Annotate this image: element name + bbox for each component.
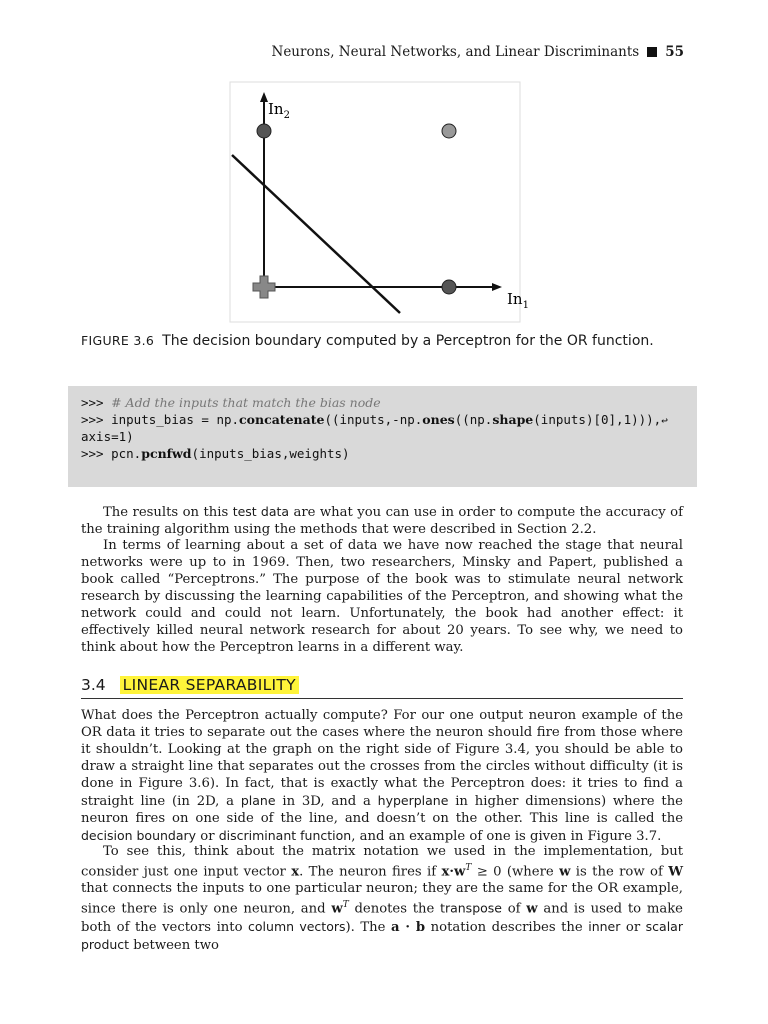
point-circle-1-1 [442,124,456,138]
x-axis-label: $In_1$ [507,290,529,311]
paragraph-matrix-notation: To see this, think about the matrix notation we used in the implementation, but consider just one input vector x. The neuron fires if $x\cdot w^T \ge 0$ (where w is the row of W that connects the inputs to one particular neuron; they are the same for the OR example, since there is only one neuron, and $w^T$ denotes the transpose of w and is used to make both of the vectors into column vectors). The a · b notation describes the inner or scalar product between two [81,844,684,953]
code-line-4: >>> pcn.pcnfwd(inputs_bias,weights) [81,446,350,461]
code-line-1: >>> # Add the inputs that match the bias node [81,395,381,410]
section-title: LINEAR SEPARABILITY [120,676,299,694]
code-block [68,386,697,487]
caption-text: The decision boundary computed by a Perceptron for the OR function. [162,333,654,349]
page-number: 55 [665,44,684,60]
running-header [272,44,685,60]
header-square-icon [647,47,657,57]
or-plot [230,82,529,322]
y-axis-label: $In_2$ [268,100,290,121]
paragraph-separability: What does the Perceptron actually compute? For our one output neuron example of the OR data it tries to separate out the cases where the neuron should fire from those where it shouldn’t. Looking at the graph on the right side of Figure 3.4, you should be able to draw a straight line that separates out the crosses from the circles without difficulty (it is done in Figure 3.6). In fact, that is exactly what the Perceptron does: it tries to find a straight line (in 2D, a plane in 3D, and a hyperplane in higher dimensions) where the neuron fires on one side of the line, and doesn’t on the other. This line is called the decision boundary or discriminant function, and an example of one is given in Figure 3.7. [81,708,683,844]
code-line-2: >>> inputs_bias = np.concatenate((inputs,-np.ones((np.shape(inputs)[0],1))),↩ [81,412,668,427]
running-title: Neurons, Neural Networks, and Linear Discriminants [271,44,640,60]
line-wrap-icon: ↩ [661,414,668,427]
decision-boundary-figure [230,82,529,322]
point-circle-1-0 [442,280,456,294]
point-circle-0-1 [257,124,271,138]
section-number: 3.4 [81,676,106,694]
paragraph-test-data: The results on this test data are what you can use in order to compute the accuracy of the training algorithm using the methods that were described in Section 2.2. [81,504,683,537]
figure-label: FIGURE 3.6 [81,333,155,348]
code-comment: # Add the inputs that match the bias node [111,395,381,410]
section-heading [81,676,683,699]
figure-caption [81,333,654,349]
code-line-3: axis=1) [81,429,134,444]
paragraph-history: In terms of learning about a set of data we have now reached the stage that neural networks were up to in 1969. Then, two researchers, Minsky and Papert, published a book called “Perceptrons.” The purpose of the book was to stimulate neural network research by discussing the learning capabilities of the Perceptron, and showing what the network could and could not learn. Unfortunately, the book had another effect: it effectively killed neural network research for about 20 years. To see why, we need to think about how the Perceptron learns in a different way. [81,538,683,655]
